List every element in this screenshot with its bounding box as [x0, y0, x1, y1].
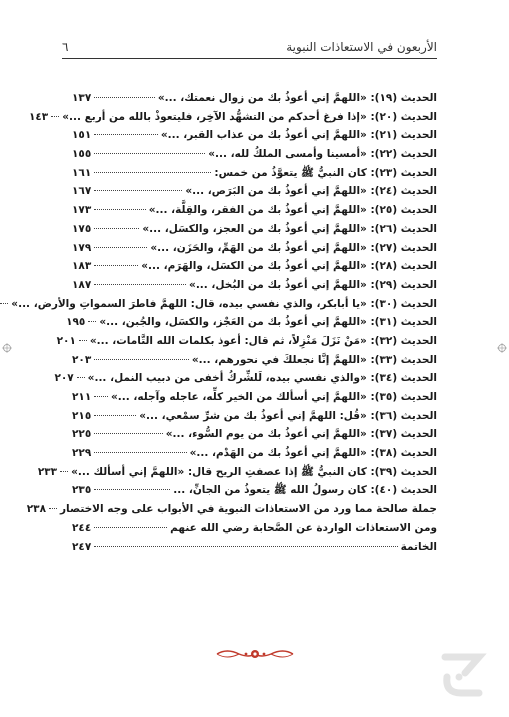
toc-entry-page: ١٨٧ — [72, 278, 92, 291]
toc-leader-dots — [0, 303, 8, 304]
toc-entry — [72, 92, 437, 111]
toc-entry-title: الحديث (٢٣): كان النبيُّ ﷺ يتعوَّذُ من خمس: — [214, 166, 437, 179]
toc-entry-title: الحديث (٢٨): «اللهمَّ إني أعوذُ بك من الكسَل، والهَرَم، ...» — [141, 260, 437, 273]
toc-entry-title: الحديث (٢٠): «إذا فرغ أحدكم من التشهُّد الآخِر، فليتعوذْ بالله من أربع ...» — [62, 110, 437, 123]
watermark-logo — [435, 645, 491, 701]
toc-entry-title: الحديث (٢٢): «أمسينا وأمسى الملكُ لله، ...» — [208, 148, 437, 161]
toc-leader-dots — [94, 546, 397, 547]
toc-entry-title: الحديث (٣٨): «اللهمَّ إني أعوذُ بك من الهَدْم، ...» — [189, 447, 437, 460]
toc-entry — [72, 522, 437, 541]
toc-leader-dots — [94, 489, 170, 490]
toc-entry-title: الحديث (٣٩): كان النبيُّ ﷺ إذا عصفتِ الريح قال: «اللهمَّ إني أسألك ...» — [71, 465, 437, 478]
toc-entry — [72, 391, 437, 410]
toc-entry — [72, 204, 437, 223]
toc-leader-dots — [94, 228, 139, 229]
toc-leader-dots — [94, 284, 186, 285]
toc-entry — [72, 223, 437, 242]
toc-leader-dots — [94, 433, 163, 434]
toc-entry — [11, 297, 437, 317]
toc-entry-page: ٢٠٣ — [72, 353, 92, 366]
toc-entry-page: ١٩٥ — [66, 316, 86, 329]
toc-entry-title: الحديث (٣٣): «اللهمَّ إنَّا نجعلكَ في نحورهم، ...» — [191, 353, 437, 366]
toc-entry-title: الحديث (١٩): «اللهمَّ إني أعوذُ بك من زوال نعمتك، ...» — [157, 92, 437, 104]
toc-leader-dots — [94, 359, 189, 360]
toc-entry-title: الحديث (٣٠): «يا أبابكر، والذي نفسي بيده، قال: اللهمَّ فاطرَ السمواتِ والأرض، ...» — [11, 297, 437, 310]
toc-entry-page: ١٧٣ — [72, 204, 92, 217]
table-of-contents — [11, 92, 437, 559]
toc-leader-dots — [77, 377, 85, 378]
toc-entry — [72, 354, 437, 373]
toc-entry-page: ٢٤٧ — [72, 540, 92, 553]
toc-entry-page: ٢١٥ — [72, 409, 92, 422]
toc-leader-dots — [94, 153, 205, 154]
toc-entry-page: ١٥٥ — [72, 148, 92, 161]
toc-entry-page: ٢٤٤ — [72, 521, 92, 534]
toc-entry — [72, 129, 437, 148]
toc-leader-dots — [88, 321, 96, 322]
toc-leader-dots — [94, 265, 138, 266]
toc-entry — [26, 503, 437, 522]
toc-entry-title: الحديث (٣٦): «قُل: اللهمَّ إني أعوذُ بك من شرِّ سمْعي، ...» — [139, 409, 437, 422]
toc-leader-dots — [94, 396, 108, 397]
toc-entry-title: الحديث (٣٢): «مَنْ نَزَلَ مَنْزِلاً، ثم قال: أعوذ بكلمات الله التَّامات، ...» — [89, 334, 437, 347]
book-title: الأربعون في الاستعاذات النبوية — [286, 40, 437, 54]
toc-leader-dots — [49, 508, 57, 509]
toc-entry — [28, 110, 437, 130]
toc-entry-page: ١٤٣ — [28, 110, 49, 123]
decorative-ornament — [215, 647, 295, 661]
toc-entry-page: ٢٠٧ — [54, 372, 74, 385]
toc-entry-title: الحديث (٢٤): «اللهمَّ إني أعوذُ بك من البَرَص، ...» — [185, 185, 437, 198]
toc-entry-page: ٢١١ — [72, 391, 92, 403]
toc-entry-page: ٢٢٩ — [72, 447, 92, 460]
toc-entry-title: الحديث (٢٩): «اللهمَّ إني أعوذُ بك من البُخل، ...» — [189, 278, 437, 291]
toc-entry-page: ٢٣٨ — [26, 503, 46, 516]
page-header — [62, 40, 437, 54]
toc-entry — [37, 465, 437, 485]
toc-entry — [72, 410, 437, 429]
toc-entry — [54, 372, 437, 391]
toc-leader-dots — [94, 209, 145, 210]
toc-entry — [72, 148, 437, 167]
toc-entry-title: الحديث (٣١): «اللهمَّ إني أعوذُ بك من العَجْز، والكسَل، والجُبن، ...» — [99, 316, 437, 329]
toc-leader-dots — [94, 415, 136, 416]
toc-entry-title: الحديث (٢٧): «اللهمَّ إني أعوذُ بك من الهَمِّ، والحَزَن، ...» — [150, 241, 437, 254]
toc-entry-page: ١٥١ — [72, 129, 92, 142]
toc-entry-title: الحديث (٣٥): «اللهمَّ إني أسألك من الخير كلِّه، عاجله وآجله، ...» — [111, 391, 437, 403]
toc-entry — [72, 484, 437, 503]
toc-entry-page: ١٧٥ — [72, 222, 92, 235]
toc-leader-dots — [94, 97, 155, 98]
page-number: ٦ — [62, 40, 69, 54]
toc-entry-title: الحديث (٤٠): كان رسولُ الله ﷺ يتعوذُ من الجانِّ، ... — [173, 484, 437, 497]
registration-mark-right — [497, 343, 507, 353]
toc-entry-title: الحديث (٢٦): «اللهمَّ إني أعوذُ بك من العجز، والكسَل، ...» — [142, 222, 437, 235]
toc-entry-title: جملة صالحة مما ورد من الاستعاذات النبوية في الأبواب على وجه الاختصار — [59, 503, 437, 516]
toc-entry — [72, 279, 437, 298]
toc-entry-title: الحديث (٢١): «اللهمَّ إني أعوذُ بك من عذاب القبر، ...» — [160, 129, 437, 142]
toc-entry-page: ١٧٩ — [72, 241, 92, 254]
toc-leader-dots — [94, 190, 182, 191]
toc-entry-title: الحديث (٣٧): «اللهمَّ إني أعوذُ بك من يوم السُّوء، ...» — [165, 428, 437, 441]
toc-entry-title: الخاتمة — [400, 540, 437, 553]
toc-entry-page: ٢٣٥ — [72, 484, 92, 497]
toc-leader-dots — [94, 452, 186, 453]
toc-entry — [66, 316, 437, 335]
toc-entry-title: ومن الاستعاذات الواردة عن الصَّحابة رضي الله عنهم — [170, 521, 437, 534]
toc-entry — [72, 185, 437, 204]
toc-leader-dots — [94, 134, 158, 135]
toc-entry — [72, 242, 437, 261]
toc-entry — [72, 167, 437, 186]
toc-entry-page: ١٦٧ — [72, 185, 92, 198]
toc-entry — [72, 447, 437, 466]
toc-entry-page: ١٨٣ — [72, 260, 92, 273]
toc-leader-dots — [94, 172, 211, 173]
toc-entry-page: ٢٠١ — [56, 334, 76, 347]
registration-mark-left — [2, 343, 12, 353]
toc-entry-page: ١٦١ — [72, 166, 92, 179]
header-rule — [62, 58, 437, 59]
toc-entry-page: ٢٣٣ — [37, 465, 58, 478]
toc-entry-page: ١٣٧ — [72, 92, 92, 104]
toc-entry — [72, 541, 437, 560]
toc-entry — [72, 428, 437, 447]
toc-leader-dots — [94, 527, 167, 528]
toc-entry-title: الحديث (٢٥): «اللهمَّ إني أعوذُ بك من الفقر، والقِلَّة، ...» — [148, 204, 437, 217]
toc-leader-dots — [51, 116, 59, 117]
toc-leader-dots — [79, 340, 87, 341]
toc-entry-page: ٢٢٥ — [72, 428, 92, 441]
toc-entry-title: الحديث (٣٤): «والذي نفسي بيده، لَلشِّركُ أخفى من دبيب النمل، ...» — [87, 372, 437, 385]
toc-leader-dots — [94, 247, 147, 248]
toc-entry — [72, 260, 437, 279]
toc-entry — [56, 334, 437, 354]
toc-leader-dots — [60, 471, 68, 472]
